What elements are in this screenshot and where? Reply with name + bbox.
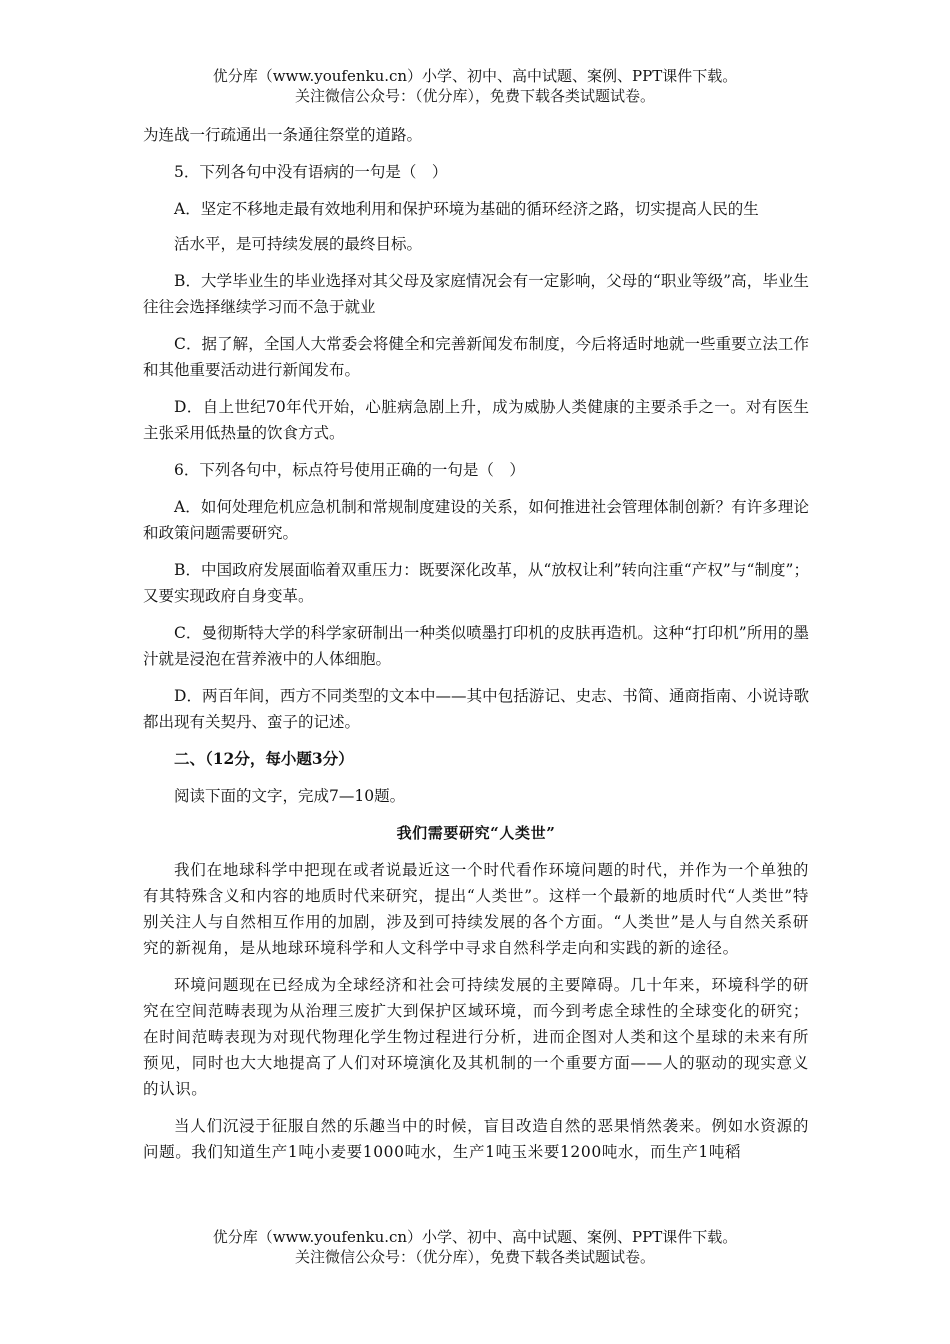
question-5-option-a-line2: 活水平，是可持续发展的最终目标。: [174, 235, 423, 253]
article-paragraph-2: 环境问题现在已经成为全球经济和社会可持续发展的主要障碍。几十年来，环境科学的研究在空间范畴表现为从治理三废扩大到保护区域环境，而今到考虑全球性的全球变化的研究；在时间范畴表现为对现代物理化学生物过程进行分析，进而企图对人类和这个星球的未来有所预见，同时也大大地提高了人们对环境演化及其机制的一个重要方面——人的驱动的现实意义的认识。: [143, 976, 809, 1098]
question-6-option-a: A．如何处理危机应急机制和常规制度建设的关系，如何推进社会管理体制创新？有许多理论和政策问题需要研究。: [143, 498, 809, 542]
article-paragraph-1: 我们在地球科学中把现在或者说最近这一个时代看作环境问题的时代，并作为一个单独的有其特殊含义和内容的地质时代来研究，提出“人类世”。这样一个最新的地质时代“人类世”特别关注人与自然相互作用的加剧，涉及到可持续发展的各个方面。“人类世”是人与自然关系研究的新视角，是从地球环境科学和人文科学中寻求自然科学走向和实践的新的途径。: [143, 861, 809, 957]
continuation-line: 为连战一行疏通出一条通往祭堂的道路。: [143, 126, 423, 144]
question-5-option-d: D．自上世纪70年代开始，心脏病急剧上升，成为威胁人类健康的主要杀手之一。对有医生主张采用低热量的饮食方式。: [143, 398, 809, 442]
article-title: 我们需要研究“人类世”: [396, 824, 556, 842]
reading-instruction: 阅读下面的文字，完成7—10题。: [174, 787, 406, 805]
question-6-option-c: C．曼彻斯特大学的科学家研制出一种类似喷墨打印机的皮肤再造机。这种“打印机”所用的墨汁就是浸泡在营养液中的人体细胞。: [143, 624, 809, 668]
question-5-option-c: C．据了解，全国人大常委会将健全和完善新闻发布制度，今后将适时地就一些重要立法工作和其他重要活动进行新闻发布。: [143, 335, 809, 379]
footer-line-2: 关注微信公众号：（优分库），免费下载各类试题试卷。: [294, 1248, 655, 1266]
question-6-option-d: D．两百年间，西方不同类型的文本中——其中包括游记、史志、书简、通商指南、小说诗歌都出现有关契丹、蛮子的记述。: [143, 687, 809, 731]
question-6-option-b: B．中国政府发展面临着双重压力：既要深化改革，从“放权让利”转向注重“产权”与“制度”；又要实现政府自身变革。: [143, 561, 809, 605]
question-5-option-b: B．大学毕业生的毕业选择对其父母及家庭情况会有一定影响，父母的“职业等级”高，毕业生往往会选择继续学习而不急于就业: [143, 272, 809, 316]
section-2-heading: 二、（12分，每小题3分）: [174, 749, 354, 768]
reading-article: [143, 820, 809, 1165]
article-paragraph-3: 当人们沉浸于征服自然的乐趣当中的时候，盲目改造自然的恶果悄然袭来。例如水资源的问题。我们知道生产1吨小麦要1000吨水，生产1吨玉米要1200吨水，而生产1吨稻: [143, 1117, 809, 1161]
header-line-2: 关注微信公众号：（优分库），免费下载各类试题试卷。: [294, 87, 655, 105]
footer-line-1: 优分库（www.youfenku.cn）小学、初中、高中试题、案例、PPT课件下载。: [212, 1228, 738, 1246]
question-5-option-a-line1: A．坚定不移地走最有效地利用和保护环境为基础的循环经济之路，切实提高人民的生: [174, 200, 759, 218]
header-line-1: 优分库（www.youfenku.cn）小学、初中、高中试题、案例、PPT课件下载。: [212, 67, 738, 85]
page-header: [0, 66, 950, 106]
document-body: [143, 122, 809, 1165]
question-6-stem: 6．下列各句中，标点符号使用正确的一句是（ ）: [174, 461, 525, 479]
question-5-stem: 5．下列各句中没有语病的一句是（ ）: [174, 163, 448, 181]
page-footer: [0, 1227, 950, 1267]
